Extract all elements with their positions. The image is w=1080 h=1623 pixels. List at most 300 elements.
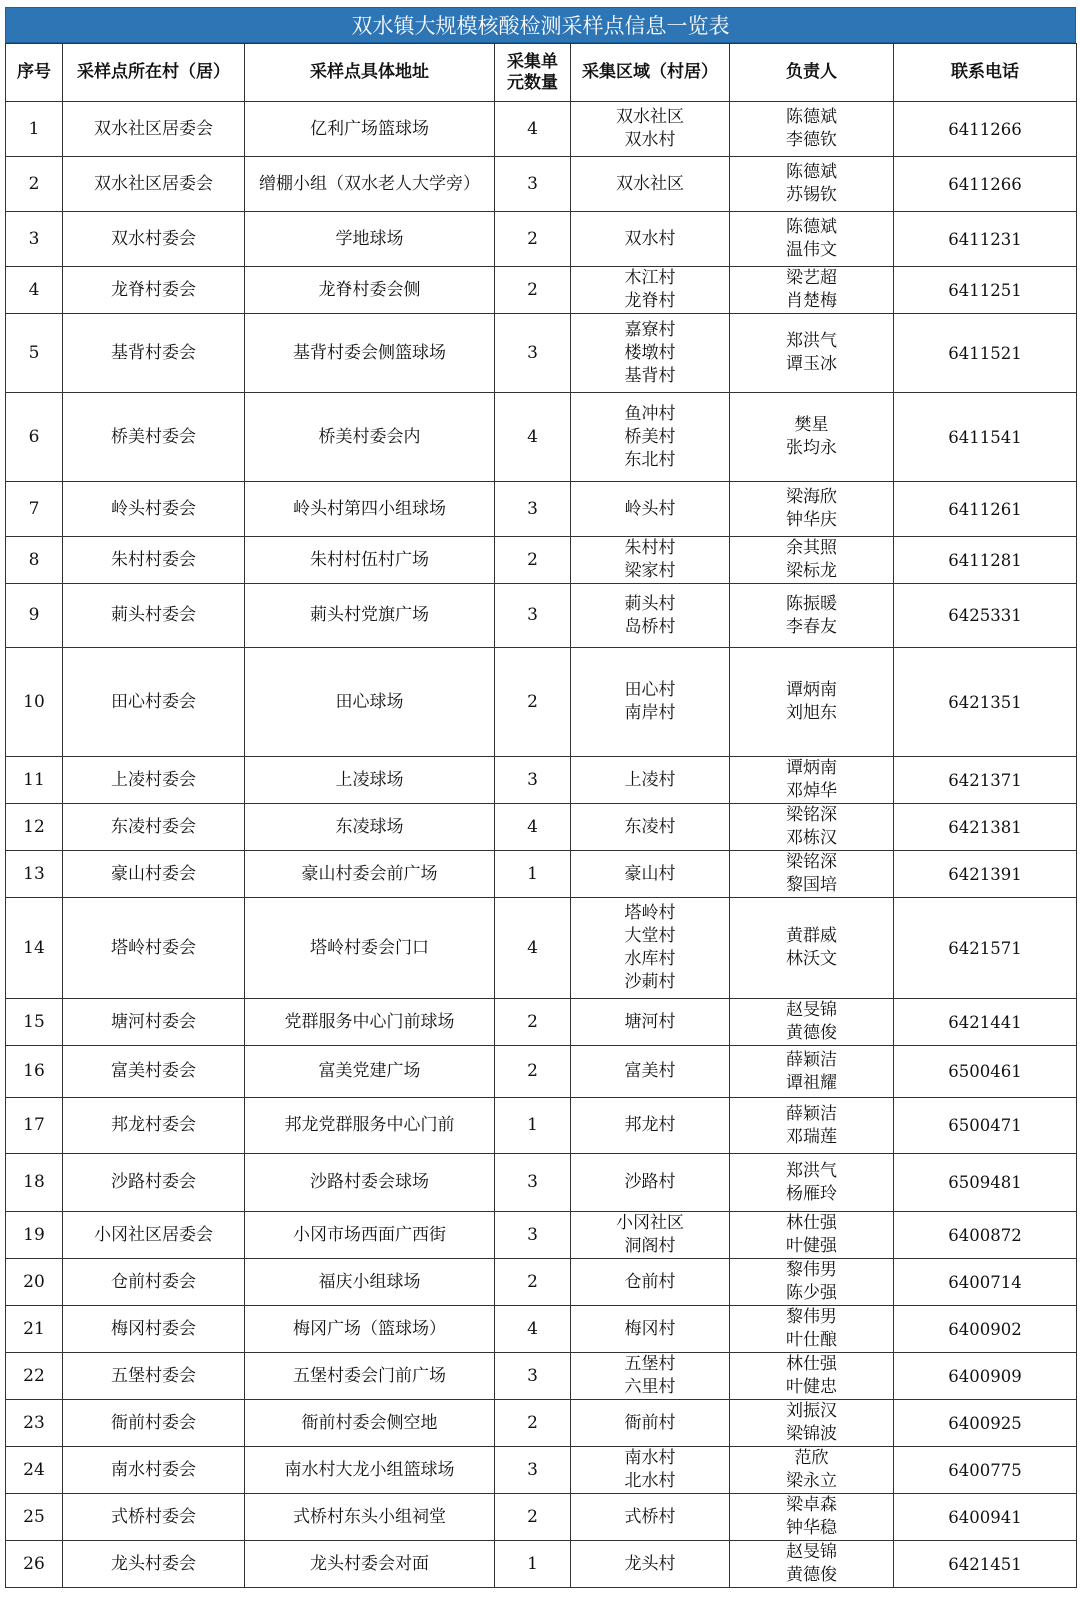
cell-village: 朱村村委会: [63, 537, 245, 584]
cell-person: [730, 1154, 894, 1212]
cell-units: 3: [495, 1212, 571, 1259]
cell-person: [730, 393, 894, 482]
cell-person: [730, 1494, 894, 1541]
cell-village: 富美村委会: [63, 1046, 245, 1098]
cell-units: 2: [495, 1400, 571, 1447]
sampling-sites-table: [5, 43, 1077, 1588]
cell-area: [571, 584, 730, 648]
cell-seq: 8: [6, 537, 63, 584]
table-row: [6, 851, 1077, 898]
cell-units: 3: [495, 757, 571, 804]
cell-area-line: 龙头村: [624, 1553, 676, 1574]
cell-person: [730, 1306, 894, 1353]
cell-person: [730, 212, 894, 267]
cell-phone: 6411261: [894, 482, 1077, 537]
cell-area: [571, 1098, 730, 1154]
cell-area-line: 双水社区: [616, 173, 684, 194]
cell-address: 基背村委会侧篮球场: [245, 314, 495, 393]
cell-address: 缯棚小组（双水老人大学旁）: [245, 157, 495, 212]
cell-address: 党群服务中心门前球场: [245, 999, 495, 1046]
cell-person-line: 陈德斌: [786, 162, 837, 182]
cell-area-line: 六里村: [624, 1377, 676, 1397]
cell-area: [571, 1046, 730, 1098]
cell-person-line: 刘旭东: [786, 703, 837, 723]
cell-person-line: 叶健强: [786, 1236, 837, 1256]
cell-seq: 16: [6, 1046, 63, 1098]
cell-area-line: 龙脊村: [624, 291, 676, 311]
cell-person: [730, 537, 894, 584]
cell-units: 3: [495, 314, 571, 393]
cell-seq: 7: [6, 482, 63, 537]
cell-village: 邦龙村委会: [63, 1098, 245, 1154]
cell-seq: 21: [6, 1306, 63, 1353]
cell-person-line: 黎伟男: [786, 1307, 837, 1327]
cell-address: 沙路村委会球场: [245, 1154, 495, 1212]
cell-area: [571, 212, 730, 267]
cell-village: 莿头村委会: [63, 584, 245, 648]
cell-person: [730, 1046, 894, 1098]
cell-phone: 6400909: [894, 1353, 1077, 1400]
cell-units: 3: [495, 1353, 571, 1400]
header-units: [495, 44, 571, 102]
cell-village: 小冈社区居委会: [63, 1212, 245, 1259]
cell-phone: 6421351: [894, 648, 1077, 757]
cell-area-line: 鱼冲村: [624, 403, 676, 424]
cell-units: 2: [495, 648, 571, 757]
cell-person-line: 黎伟男: [786, 1260, 837, 1280]
cell-person: [730, 1541, 894, 1588]
table-row: [6, 1447, 1077, 1494]
table-row: [6, 1154, 1077, 1212]
cell-address: 岭头村第四小组球场: [245, 482, 495, 537]
cell-units: 2: [495, 537, 571, 584]
cell-units: 3: [495, 482, 571, 537]
cell-seq: 3: [6, 212, 63, 267]
cell-area-line: 沙路村: [624, 1172, 676, 1192]
cell-area-line: 衙前村: [624, 1412, 676, 1433]
cell-area: [571, 393, 730, 482]
cell-seq: 19: [6, 1212, 63, 1259]
cell-area-line: 朱村村: [624, 538, 676, 558]
cell-person-line: 赵旻锦: [786, 1542, 837, 1562]
cell-village: 塘河村委会: [63, 999, 245, 1046]
cell-address: 塔岭村委会门口: [245, 898, 495, 999]
cell-village: 沙路村委会: [63, 1154, 245, 1212]
cell-person-line: 谭炳南: [786, 680, 837, 700]
cell-person: [730, 851, 894, 898]
cell-person-line: 梁铭深: [786, 852, 837, 872]
cell-person-line: 梁永立: [786, 1471, 837, 1491]
cell-person-line: 余其照: [786, 538, 837, 558]
cell-seq: 22: [6, 1353, 63, 1400]
cell-phone: 6500461: [894, 1046, 1077, 1098]
cell-seq: 15: [6, 999, 63, 1046]
cell-person-line: 赵旻锦: [786, 1000, 837, 1020]
cell-village: 梅冈村委会: [63, 1306, 245, 1353]
cell-area-line: 南水村: [624, 1448, 676, 1468]
cell-person-line: 林沃文: [786, 949, 837, 969]
cell-units: 3: [495, 1447, 571, 1494]
cell-person-line: 黎国培: [786, 875, 837, 895]
cell-area: [571, 102, 730, 157]
cell-address: 学地球场: [245, 212, 495, 267]
cell-area-line: 仓前村: [624, 1271, 676, 1292]
cell-village: 式桥村委会: [63, 1494, 245, 1541]
cell-phone: 6421571: [894, 898, 1077, 999]
table-row: [6, 1306, 1077, 1353]
table-row: [6, 482, 1077, 537]
table-row: [6, 1046, 1077, 1098]
table-row: [6, 1400, 1077, 1447]
cell-area: [571, 898, 730, 999]
cell-area-line: 梁家村: [624, 561, 676, 581]
cell-person: [730, 757, 894, 804]
cell-person: [730, 584, 894, 648]
header-units-line1: 采集单: [507, 51, 558, 72]
cell-area: [571, 482, 730, 537]
header-area: 采集区域（村居）: [571, 44, 730, 102]
cell-person-line: 谭玉冰: [786, 354, 837, 374]
table-title: 双水镇大规模核酸检测采样点信息一览表: [5, 7, 1076, 43]
cell-phone: 6421451: [894, 1541, 1077, 1588]
cell-area: [571, 1154, 730, 1212]
cell-person-line: 郑洪气: [786, 331, 837, 351]
table-row: [6, 537, 1077, 584]
cell-units: 2: [495, 212, 571, 267]
cell-units: 2: [495, 1046, 571, 1098]
cell-area: [571, 1212, 730, 1259]
cell-person-line: 钟华庆: [786, 510, 837, 530]
cell-person-line: 温伟文: [786, 240, 837, 260]
cell-units: 4: [495, 393, 571, 482]
cell-area-line: 田心村: [624, 680, 676, 700]
cell-area-line: 双水社区: [616, 107, 684, 127]
cell-seq: 4: [6, 267, 63, 314]
cell-address: 式桥村东头小组祠堂: [245, 1494, 495, 1541]
cell-phone: 6421391: [894, 851, 1077, 898]
cell-area-line: 基背村: [624, 365, 676, 386]
cell-seq: 11: [6, 757, 63, 804]
cell-area: [571, 1400, 730, 1447]
cell-area-line: 塘河村: [624, 1011, 676, 1032]
cell-person-line: 李德钦: [786, 130, 837, 150]
cell-area: [571, 999, 730, 1046]
cell-person-line: 梁铭深: [786, 805, 837, 825]
cell-village: 双水社区居委会: [63, 157, 245, 212]
table-body: [6, 102, 1077, 1588]
cell-address: 桥美村委会内: [245, 393, 495, 482]
cell-seq: 2: [6, 157, 63, 212]
cell-area-line: 岭头村: [624, 498, 676, 519]
cell-seq: 9: [6, 584, 63, 648]
cell-area: [571, 157, 730, 212]
cell-person-line: 邓瑞莲: [786, 1126, 837, 1147]
cell-village: 南水村委会: [63, 1447, 245, 1494]
table-row: [6, 584, 1077, 648]
cell-seq: 25: [6, 1494, 63, 1541]
cell-person: [730, 1098, 894, 1154]
header-units-line2: 元数量: [507, 72, 558, 93]
cell-address: 富美党建广场: [245, 1046, 495, 1098]
cell-person-line: 钟华稳: [786, 1518, 837, 1538]
cell-seq: 20: [6, 1259, 63, 1306]
cell-phone: 6411266: [894, 102, 1077, 157]
table-row: [6, 804, 1077, 851]
cell-address: 田心球场: [245, 648, 495, 757]
cell-phone: 6425331: [894, 584, 1077, 648]
table-row: [6, 898, 1077, 999]
table-row: [6, 314, 1077, 393]
cell-phone: 6400941: [894, 1494, 1077, 1541]
table-row: [6, 1212, 1077, 1259]
table-row: [6, 1494, 1077, 1541]
cell-area: [571, 1447, 730, 1494]
cell-area-line: 嘉寮村: [624, 319, 676, 340]
cell-person-line: 林仕强: [786, 1213, 837, 1233]
cell-phone: 6411251: [894, 267, 1077, 314]
cell-person: [730, 1400, 894, 1447]
cell-address: 龙脊村委会侧: [245, 267, 495, 314]
table-row: [6, 1541, 1077, 1588]
cell-area-line: 洞阁村: [624, 1236, 676, 1256]
header-seq: 序号: [6, 44, 63, 102]
cell-address: 福庆小组球场: [245, 1259, 495, 1306]
cell-area-line: 梅冈村: [624, 1318, 676, 1339]
cell-area: [571, 851, 730, 898]
cell-person-line: 黄德俊: [786, 1565, 837, 1585]
cell-village: 上凌村委会: [63, 757, 245, 804]
cell-person: [730, 157, 894, 212]
cell-person: [730, 1212, 894, 1259]
cell-person-line: 刘振汉: [786, 1401, 837, 1421]
cell-person-line: 郑洪气: [786, 1160, 837, 1181]
cell-village: 龙脊村委会: [63, 267, 245, 314]
cell-village: 仓前村委会: [63, 1259, 245, 1306]
cell-area: [571, 648, 730, 757]
cell-area: [571, 1541, 730, 1588]
cell-person-line: 陈德斌: [786, 107, 837, 127]
cell-seq: 18: [6, 1154, 63, 1212]
cell-phone: 6421371: [894, 757, 1077, 804]
cell-seq: 10: [6, 648, 63, 757]
cell-person-line: 李春友: [786, 616, 837, 637]
header-phone: 联系电话: [894, 44, 1077, 102]
cell-village: 塔岭村委会: [63, 898, 245, 999]
cell-person-line: 范欣: [794, 1448, 829, 1468]
table-row: [6, 102, 1077, 157]
cell-area-line: 东北村: [624, 449, 676, 470]
cell-area: [571, 1494, 730, 1541]
cell-seq: 6: [6, 393, 63, 482]
cell-address: 龙头村委会对面: [245, 1541, 495, 1588]
cell-units: 1: [495, 1541, 571, 1588]
cell-address: 邦龙党群服务中心门前: [245, 1098, 495, 1154]
cell-area: [571, 314, 730, 393]
cell-area-line: 楼墩村: [624, 342, 676, 363]
cell-address: 亿利广场篮球场: [245, 102, 495, 157]
cell-seq: 23: [6, 1400, 63, 1447]
cell-area-line: 式桥村: [624, 1506, 676, 1527]
cell-person-line: 陈振暖: [786, 593, 837, 614]
cell-units: 3: [495, 1154, 571, 1212]
cell-person: [730, 267, 894, 314]
table-row: [6, 157, 1077, 212]
cell-person-line: 谭炳南: [786, 758, 837, 778]
cell-units: 4: [495, 102, 571, 157]
cell-area: [571, 757, 730, 804]
cell-person: [730, 314, 894, 393]
cell-village: 豪山村委会: [63, 851, 245, 898]
cell-phone: 6421441: [894, 999, 1077, 1046]
cell-units: 2: [495, 999, 571, 1046]
cell-person-line: 林仕强: [786, 1354, 837, 1374]
cell-address: 东凌球场: [245, 804, 495, 851]
cell-units: 2: [495, 267, 571, 314]
cell-person: [730, 1259, 894, 1306]
cell-units: 2: [495, 1494, 571, 1541]
cell-village: 五堡村委会: [63, 1353, 245, 1400]
cell-seq: 13: [6, 851, 63, 898]
cell-person-line: 梁卓森: [786, 1495, 837, 1515]
cell-village: 双水社区居委会: [63, 102, 245, 157]
cell-address: 南水村大龙小组篮球场: [245, 1447, 495, 1494]
cell-units: 2: [495, 1259, 571, 1306]
cell-person-line: 薛颖洁: [786, 1103, 837, 1124]
cell-units: 1: [495, 851, 571, 898]
cell-person-line: 黄德俊: [786, 1023, 837, 1043]
cell-person: [730, 1447, 894, 1494]
cell-person-line: 黄群威: [786, 926, 837, 946]
cell-person: [730, 804, 894, 851]
cell-area-line: 大堂村: [624, 926, 676, 946]
cell-seq: 26: [6, 1541, 63, 1588]
header-village: 采样点所在村（居）: [63, 44, 245, 102]
cell-seq: 14: [6, 898, 63, 999]
header-address: 采样点具体地址: [245, 44, 495, 102]
table-row: [6, 648, 1077, 757]
cell-area-line: 邦龙村: [624, 1115, 676, 1135]
cell-address: 梅冈广场（篮球场）: [245, 1306, 495, 1353]
cell-phone: 6411521: [894, 314, 1077, 393]
cell-village: 衙前村委会: [63, 1400, 245, 1447]
cell-units: 4: [495, 1306, 571, 1353]
cell-area: [571, 537, 730, 584]
cell-phone: 6400925: [894, 1400, 1077, 1447]
cell-units: 1: [495, 1098, 571, 1154]
cell-address: 豪山村委会前广场: [245, 851, 495, 898]
cell-phone: 6509481: [894, 1154, 1077, 1212]
cell-phone: 6411231: [894, 212, 1077, 267]
cell-area-line: 富美村: [624, 1061, 676, 1081]
cell-address: 朱村村伍村广场: [245, 537, 495, 584]
cell-person: [730, 102, 894, 157]
table-row: [6, 1098, 1077, 1154]
cell-area: [571, 1259, 730, 1306]
cell-person-line: 杨雁玲: [786, 1183, 837, 1204]
cell-area-line: 豪山村: [624, 863, 676, 884]
cell-person-line: 梁艺超: [786, 268, 837, 288]
table-row: [6, 757, 1077, 804]
cell-village: 双水村委会: [63, 212, 245, 267]
table-row: [6, 212, 1077, 267]
cell-phone: 6411541: [894, 393, 1077, 482]
cell-area: [571, 267, 730, 314]
cell-person: [730, 1353, 894, 1400]
cell-area: [571, 804, 730, 851]
cell-person-line: 陈少强: [786, 1283, 837, 1303]
cell-area-line: 塔岭村: [624, 903, 676, 923]
table-row: [6, 393, 1077, 482]
cell-area-line: 五堡村: [624, 1354, 676, 1374]
cell-phone: 6400872: [894, 1212, 1077, 1259]
cell-person-line: 苏锡钦: [786, 185, 837, 205]
table-row: [6, 267, 1077, 314]
cell-area-line: 木江村: [624, 268, 676, 288]
cell-address: 小冈市场西面广西街: [245, 1212, 495, 1259]
cell-person-line: 叶仕酿: [786, 1330, 837, 1350]
cell-seq: 1: [6, 102, 63, 157]
cell-person-line: 梁标龙: [786, 561, 837, 581]
table-row: [6, 999, 1077, 1046]
cell-village: 基背村委会: [63, 314, 245, 393]
cell-area-line: 上凌村: [624, 769, 676, 790]
cell-person: [730, 648, 894, 757]
cell-seq: 24: [6, 1447, 63, 1494]
sampling-sites-table-container: [5, 7, 1076, 1588]
cell-person-line: 樊星: [794, 415, 829, 435]
cell-village: 田心村委会: [63, 648, 245, 757]
header-row: [6, 44, 1077, 102]
cell-units: 4: [495, 804, 571, 851]
cell-phone: 6400775: [894, 1447, 1077, 1494]
cell-area-line: 岛桥村: [624, 616, 676, 637]
cell-person: [730, 482, 894, 537]
cell-area-line: 莿头村: [624, 593, 676, 614]
cell-address: 衙前村委会侧空地: [245, 1400, 495, 1447]
table-row: [6, 1353, 1077, 1400]
cell-area-line: 小冈社区: [616, 1213, 684, 1233]
cell-units: 4: [495, 898, 571, 999]
cell-area: [571, 1306, 730, 1353]
cell-area: [571, 1353, 730, 1400]
cell-village: 岭头村委会: [63, 482, 245, 537]
cell-village: 龙头村委会: [63, 1541, 245, 1588]
table-row: [6, 1259, 1077, 1306]
cell-phone: 6400902: [894, 1306, 1077, 1353]
cell-address: 上凌球场: [245, 757, 495, 804]
cell-units: 3: [495, 157, 571, 212]
cell-person-line: 张均永: [786, 438, 837, 458]
cell-area-line: 双水村: [624, 130, 676, 150]
cell-seq: 5: [6, 314, 63, 393]
cell-person: [730, 898, 894, 999]
cell-village: 桥美村委会: [63, 393, 245, 482]
cell-village: 东凌村委会: [63, 804, 245, 851]
cell-person-line: 陈德斌: [786, 217, 837, 237]
cell-area-line: 东凌村: [624, 816, 676, 837]
cell-area-line: 沙莿村: [624, 972, 676, 992]
cell-area-line: 桥美村: [624, 426, 676, 447]
cell-seq: 12: [6, 804, 63, 851]
cell-phone: 6411266: [894, 157, 1077, 212]
cell-person-line: 叶健忠: [786, 1377, 837, 1397]
cell-person-line: 梁海欣: [786, 487, 837, 507]
cell-area-line: 双水村: [624, 228, 676, 249]
cell-person-line: 谭祖耀: [786, 1072, 837, 1093]
cell-phone: 6400714: [894, 1259, 1077, 1306]
cell-person-line: 邓焯华: [786, 781, 837, 801]
cell-phone: 6500471: [894, 1098, 1077, 1154]
